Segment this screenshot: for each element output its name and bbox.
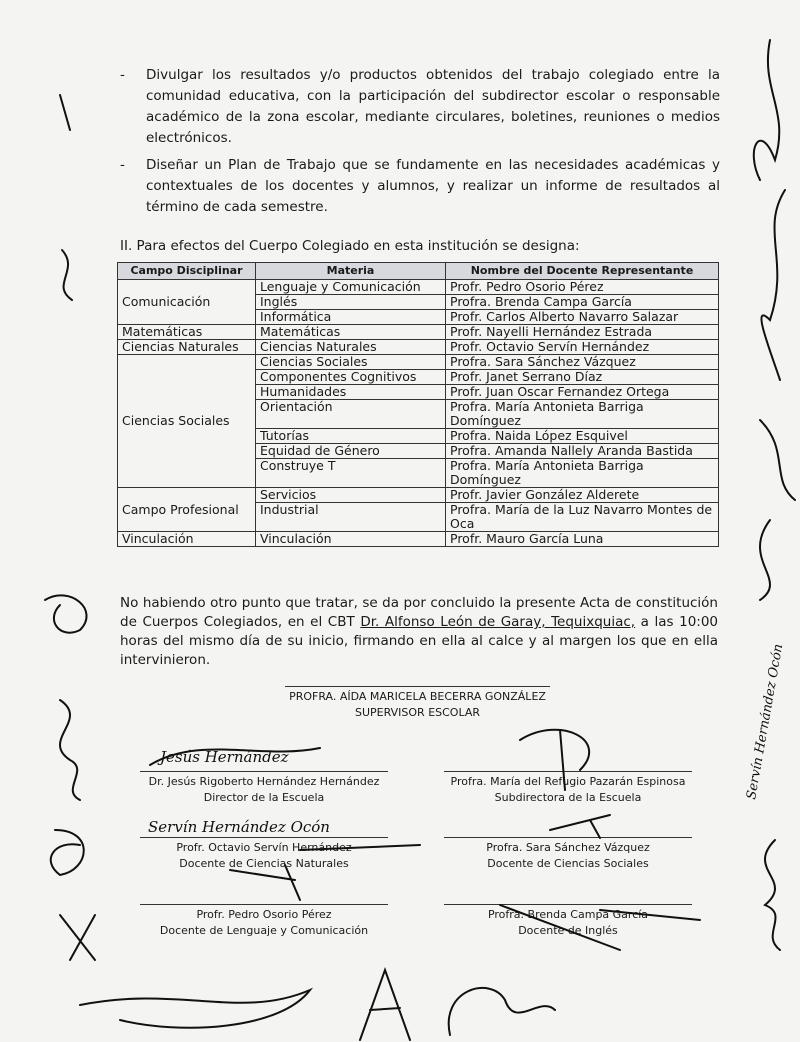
signatory-role: Docente de Ciencias Naturales <box>179 857 349 870</box>
header-docente: Nombre del Docente Representante <box>446 263 719 280</box>
bullet-item <box>120 65 720 149</box>
cell-materia: Ciencias Sociales <box>256 355 446 370</box>
cell-docente: Profra. María Antonieta Barriga Domínguez <box>446 400 719 429</box>
margin-signature-stroke <box>754 40 779 180</box>
header-campo: Campo Disciplinar <box>118 263 256 280</box>
margin-signature-stroke <box>761 190 785 380</box>
signatory-role: Docente de Inglés <box>518 924 618 937</box>
bullet-dash: - <box>120 157 125 173</box>
cell-docente: Profr. Janet Serrano Díaz <box>446 370 719 385</box>
cell-docente: Profr. Javier González Alderete <box>446 488 719 503</box>
signature-subdirector <box>444 771 692 806</box>
signature-stroke <box>550 815 610 838</box>
margin-signature-stroke <box>765 840 780 950</box>
cell-docente: Profra. Amanda Nallely Aranda Bastida <box>446 444 719 459</box>
cell-materia: Industrial <box>256 503 446 532</box>
signature-sociales <box>444 837 692 872</box>
signatory-role: Director de la Escuela <box>203 791 325 804</box>
closing-text: No habiendo otro punto que tratar, se da por concluido la presente Acta de constitución de Cuerpos Colegiados, en el CBT <box>120 595 718 630</box>
signatory-name: Profra. Sara Sánchez Vázquez <box>486 841 650 854</box>
signatory-name: Profra. María del Refugio Pazarán Espinosa <box>450 775 686 788</box>
signature-stroke <box>449 988 555 1035</box>
bullet-dash: - <box>120 67 125 83</box>
cell-materia: Humanidades <box>256 385 446 400</box>
signature-line <box>444 771 692 772</box>
cell-docente: Profra. Naida López Esquivel <box>446 429 719 444</box>
signature-line <box>444 904 692 905</box>
signature-stroke <box>360 970 410 1040</box>
signatory-name: PROFRA. AÍDA MARICELA BECERRA GONZÁLEZ <box>289 690 546 703</box>
bullet-list <box>120 65 720 224</box>
signature-line <box>140 771 388 772</box>
signatory-name: Profra. Brenda Campa García <box>487 908 649 921</box>
cell-campo-disciplinar: Ciencias Naturales <box>118 340 256 355</box>
cell-materia: Matemáticas <box>256 325 446 340</box>
margin-signature-stroke <box>60 700 80 800</box>
margin-signature-stroke <box>45 595 87 632</box>
margin-signature-stroke <box>760 520 770 600</box>
signatory-name: Profr. Pedro Osorio Pérez <box>196 908 332 921</box>
cell-materia: Informática <box>256 310 446 325</box>
signature-line <box>444 837 692 838</box>
cell-docente: Profra. Sara Sánchez Vázquez <box>446 355 719 370</box>
cell-docente: Profr. Pedro Osorio Pérez <box>446 280 719 295</box>
margin-signature-stroke <box>51 830 84 875</box>
bullet-text: Diseñar un Plan de Trabajo que se fundamente en las necesidades académicas y contextuales de los docentes y alumnos, y realizar un informe de resultados al término de cada semestre. <box>146 157 720 215</box>
signatory-role: Docente de Ciencias Sociales <box>487 857 649 870</box>
signatory-role: Subdirectora de la Escuela <box>494 791 642 804</box>
cell-docente: Profr. Octavio Servín Hernández <box>446 340 719 355</box>
cell-materia: Vinculación <box>256 532 446 547</box>
bullet-text: Divulgar los resultados y/o productos obtenidos del trabajo colegiado entre la comunidad educativa, con la participación del subdirector escolar o responsable académico de la zona escolar, mediante circulares, boletines, reuniones o medios electrónicos. <box>146 67 720 146</box>
cell-campo-disciplinar: Campo Profesional <box>118 488 256 532</box>
margin-signature-stroke <box>60 95 72 300</box>
cell-docente: Profr. Juan Oscar Fernandez Ortega <box>446 385 719 400</box>
margin-signature-stroke <box>60 915 95 960</box>
cell-docente: Profra. Brenda Campa García <box>446 295 719 310</box>
cell-materia: Lenguaje y Comunicación <box>256 280 446 295</box>
servin-scrawl: Servín Hernández Ocón <box>148 818 330 836</box>
cell-materia: Construye T <box>256 459 446 488</box>
signature-naturales <box>140 837 388 872</box>
table-row <box>118 355 719 370</box>
signatory-name: Dr. Jesús Rigoberto Hernández Hernández <box>148 775 380 788</box>
signature-stroke <box>80 990 310 1028</box>
signature-lenguaje <box>140 904 388 939</box>
cell-materia: Servicios <box>256 488 446 503</box>
signatory-name: Profr. Octavio Servín Hernández <box>176 841 352 854</box>
table-row <box>118 532 719 547</box>
bullet-item <box>120 155 720 218</box>
cell-materia: Orientación <box>256 400 446 429</box>
cell-campo-disciplinar: Ciencias Sociales <box>118 355 256 488</box>
margin-signature-stroke <box>760 420 795 500</box>
cell-docente: Profra. María Antonieta Barriga Domínguez <box>446 459 719 488</box>
cell-materia: Componentes Cognitivos <box>256 370 446 385</box>
collegiate-table <box>117 262 719 547</box>
cell-materia: Equidad de Género <box>256 444 446 459</box>
cell-campo-disciplinar: Matemáticas <box>118 325 256 340</box>
table-header-row <box>118 263 719 280</box>
school-name: Dr. Alfonso León de Garay, Tequixquiac, <box>360 614 636 630</box>
signature-line <box>140 904 388 905</box>
closing-paragraph <box>120 594 718 670</box>
cell-docente: Profr. Carlos Alberto Navarro Salazar <box>446 310 719 325</box>
cell-campo-disciplinar: Vinculación <box>118 532 256 547</box>
cell-materia: Tutorías <box>256 429 446 444</box>
cell-docente: Profr. Mauro García Luna <box>446 532 719 547</box>
cell-docente: Profra. María de la Luz Navarro Montes de Oca <box>446 503 719 532</box>
cell-docente: Profr. Nayelli Hernández Estrada <box>446 325 719 340</box>
closing-text-end: a las 10:00 horas del mismo día de su inicio, firmando en ella al calce y al margen los que en ella intervinieron. <box>120 614 719 668</box>
cell-materia: Ciencias Naturales <box>256 340 446 355</box>
margin-scrawl: Servín Hernández Ocón <box>744 642 787 801</box>
section-title: II. Para efectos del Cuerpo Colegiado en esta institución se designa: <box>120 238 580 254</box>
signatory-role: Docente de Lenguaje y Comunicación <box>159 924 369 937</box>
signature-stroke <box>150 748 320 765</box>
signatory-role: SUPERVISOR ESCOLAR <box>354 706 481 719</box>
signature-line <box>140 837 388 838</box>
table-row <box>118 340 719 355</box>
table-row <box>118 488 719 503</box>
cell-materia: Inglés <box>256 295 446 310</box>
table-row <box>118 280 719 295</box>
table-row <box>118 325 719 340</box>
cell-campo-disciplinar: Comunicación <box>118 280 256 325</box>
signature-line <box>285 686 550 687</box>
signature-supervisor <box>285 686 550 721</box>
header-materia: Materia <box>256 263 446 280</box>
signature-director <box>140 771 388 806</box>
director-scrawl: Jesús Hernández <box>160 748 289 766</box>
signature-ingles <box>444 904 692 939</box>
